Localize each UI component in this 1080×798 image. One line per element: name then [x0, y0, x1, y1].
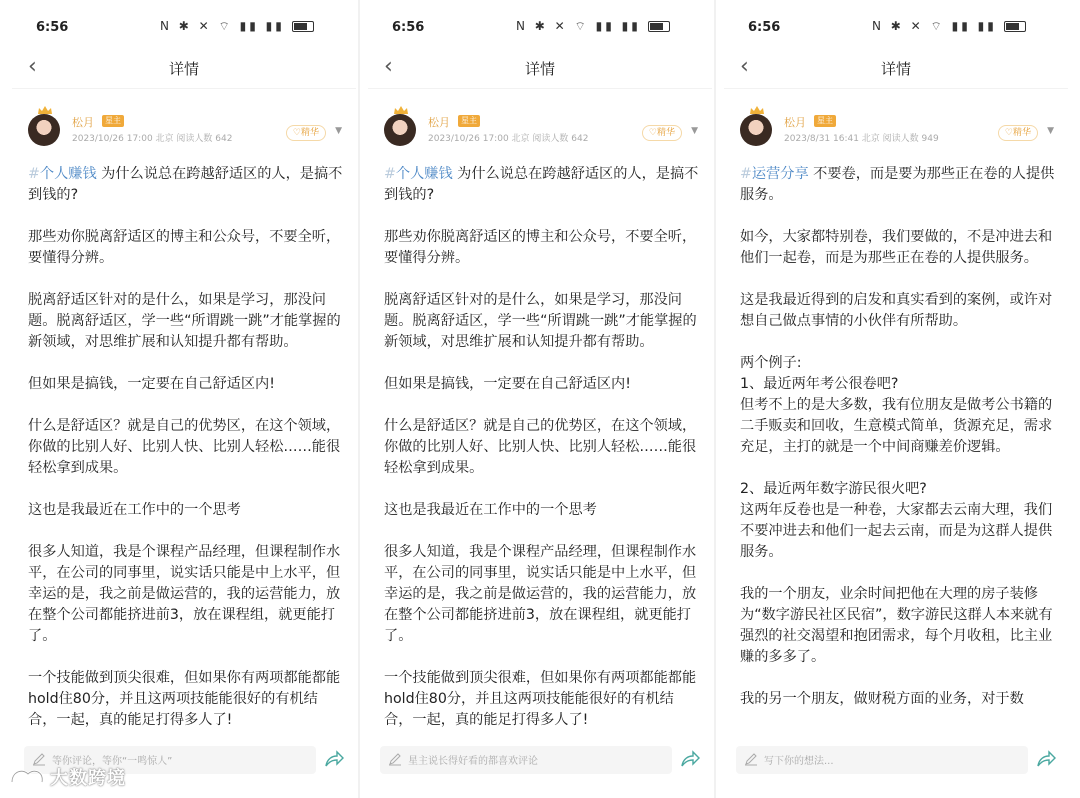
post-paragraph: 这也是我最近在工作中的一个思考: [28, 502, 241, 518]
user-name[interactable]: 松月: [784, 116, 806, 129]
header-divider: [12, 88, 356, 89]
post-paragraph: 那些劝你脱离舒适区的博主和公众号，不要全听，要懂得分辨。: [384, 229, 697, 266]
status-time: 6:56: [392, 20, 425, 35]
post-paragraph: 脱离舒适区针对的是什么，如果是学习，那没问题。脱离舒适区，学一些“所谓跳一跳”才能掌握的新领域，对思维扩展和认知提升都有帮助。: [384, 292, 697, 350]
nav-bar: [368, 52, 712, 84]
page-title: 详情: [880, 60, 911, 78]
post-paragraph: 我的另一个朋友，做财税方面的业务，对于数: [740, 691, 1024, 707]
post-paragraph: #运营分享 不要卷，而是要为那些正在卷的人提供服务。: [740, 166, 1055, 203]
status-icons: N ✱ ✕ ⌔ ▮▮ ▮▮: [516, 19, 670, 34]
comment-placeholder: 星主说长得好看的都喜欢评论: [408, 756, 538, 767]
share-icon[interactable]: [324, 750, 344, 768]
avatar[interactable]: [384, 106, 418, 146]
comment-bar: [380, 742, 700, 778]
user-name[interactable]: 松月: [72, 116, 94, 129]
post-paragraph: #个人赚钱 为什么说总在跨越舒适区的人，是搞不到钱的?: [384, 166, 699, 203]
phone-screen-1: [12, 0, 356, 798]
post-paragraph: 这是我最近得到的启发和真实看到的案例，或许对想自己做点事情的小伙伴有所帮助。: [740, 292, 1053, 329]
back-arrow-icon[interactable]: ‹: [384, 54, 393, 79]
status-icons: N ✱ ✕ ⌔ ▮▮ ▮▮: [160, 19, 314, 34]
post-body: [28, 164, 346, 740]
avatar[interactable]: [740, 106, 774, 146]
post-meta: 2023/10/26 17:00 北京 阅读人数 642: [428, 134, 589, 144]
page-title: 详情: [524, 60, 555, 78]
post-paragraph: 那些劝你脱离舒适区的博主和公众号，不要全听，要懂得分辨。: [28, 229, 341, 266]
pencil-icon: [744, 752, 758, 766]
user-badge: 星主: [102, 115, 124, 127]
share-icon[interactable]: [1036, 750, 1056, 768]
post-paragraph: 很多人知道，我是个课程产品经理，但课程制作水平，在公司的同事里，说实话只能是中上水平，但幸运的是，我之前是做运营的，我的运营能力，放在整个公司都能挤进前3，放在课程组，就更能打了。: [28, 544, 341, 644]
post-paragraph: 我的一个朋友，业余时间把他在大理的房子装修为“数字游民社区民宿”，数字游民这群人本来就有强烈的社交渴望和抱团需求，每个月收租，比主业赚的多多了。: [740, 586, 1053, 665]
user-badge: 星主: [814, 115, 836, 127]
post-meta: 2023/10/26 17:00 北京 阅读人数 642: [72, 134, 233, 144]
avatar[interactable]: [28, 106, 62, 146]
post-paragraph: 但如果是搞钱，一定要在自己舒适区内!: [384, 376, 631, 392]
featured-tag: ♡精华: [286, 125, 326, 141]
post-paragraph: 两个例子: 1、最近两年考公很卷吧? 但考不上的是大多数，我有位朋友是做考公书籍的二手贩卖和回收，生意模式简单，货源充足，需求充足，主打的就是一个中间商赚差价逻辑。: [740, 355, 1053, 455]
featured-tag: ♡精华: [998, 125, 1038, 141]
back-arrow-icon[interactable]: ‹: [28, 54, 37, 79]
status-time: 6:56: [748, 20, 781, 35]
post-paragraph: 什么是舒适区？就是自己的优势区，在这个领域，你做的比别人好、比别人快、比别人轻松……能很轻松拿到成果。: [384, 418, 697, 476]
post-paragraph: 什么是舒适区？就是自己的优势区，在这个领域，你做的比别人好、比别人快、比别人轻松……能很轻松拿到成果。: [28, 418, 341, 476]
comment-input[interactable]: [380, 746, 672, 774]
watermark-text: 大数跨境: [50, 768, 126, 789]
nav-bar: [724, 52, 1068, 84]
post-body: [384, 164, 702, 740]
user-badge: 星主: [458, 115, 480, 127]
header-divider: [368, 88, 712, 89]
user-name[interactable]: 松月: [428, 116, 450, 129]
battery-icon: [1004, 21, 1026, 32]
avatar-image: [740, 114, 772, 146]
hashtag-link[interactable]: 个人赚钱: [395, 166, 453, 182]
screen-divider: [358, 0, 360, 798]
post-paragraph: 但如果是搞钱，一定要在自己舒适区内!: [28, 376, 275, 392]
more-dropdown-icon[interactable]: ▼: [335, 126, 342, 136]
page-title: 详情: [168, 60, 199, 78]
post-paragraph: 脱离舒适区针对的是什么，如果是学习，那没问题。脱离舒适区，学一些“所谓跳一跳”才能掌握的新领域，对思维扩展和认知提升都有帮助。: [28, 292, 341, 350]
phone-screen-2: [368, 0, 712, 798]
status-bar: [368, 16, 712, 40]
more-dropdown-icon[interactable]: ▼: [1047, 126, 1054, 136]
comment-bar: [736, 742, 1056, 778]
watermark-logo-icon: [8, 764, 48, 788]
post-paragraph: #个人赚钱 为什么说总在跨越舒适区的人，是搞不到钱的?: [28, 166, 343, 203]
comment-placeholder: 等你评论，等你“一鸣惊人”: [52, 756, 173, 767]
post-meta: 2023/8/31 16:41 北京 阅读人数 949: [784, 134, 939, 144]
avatar-image: [28, 114, 60, 146]
status-bar: [12, 16, 356, 40]
battery-icon: [292, 21, 314, 32]
comment-input[interactable]: [736, 746, 1028, 774]
battery-icon: [648, 21, 670, 32]
featured-tag: ♡精华: [642, 125, 682, 141]
status-bar: [724, 16, 1068, 40]
hashtag-link[interactable]: 个人赚钱: [39, 166, 97, 182]
comment-placeholder: 写下你的想法...: [764, 756, 834, 767]
status-time: 6:56: [36, 20, 69, 35]
screen-divider: [714, 0, 716, 798]
back-arrow-icon[interactable]: ‹: [740, 54, 749, 79]
avatar-image: [384, 114, 416, 146]
post-paragraph: 很多人知道，我是个课程产品经理，但课程制作水平，在公司的同事里，说实话只能是中上水平，但幸运的是，我之前是做运营的，我的运营能力，放在整个公司都能挤进前3，放在课程组，就更能打了。: [384, 544, 697, 644]
post-body: [740, 164, 1058, 740]
post-paragraph: 一个技能做到顶尖很难，但如果你有两项都能都能hold住80分，并且这两项技能能很好的有机结合，一起，真的能足打得多人了!: [28, 670, 341, 728]
share-icon[interactable]: [680, 750, 700, 768]
post-paragraph: 这也是我最近在工作中的一个思考: [384, 502, 597, 518]
status-icons: N ✱ ✕ ⌔ ▮▮ ▮▮: [872, 19, 1026, 34]
phone-screen-3: [724, 0, 1068, 798]
watermark: [8, 760, 158, 790]
post-paragraph: 如今，大家都特别卷，我们要做的，不是冲进去和他们一起卷，而是为那些正在卷的人提供服务。: [740, 229, 1053, 266]
post-paragraph: 一个技能做到顶尖很难，但如果你有两项都能都能hold住80分，并且这两项技能能很好的有机结合，一起，真的能足打得多人了!: [384, 670, 697, 728]
post-paragraph: 2、最近两年数字游民很火吧? 这两年反卷也是一种卷，大家都去云南大理，我们不要冲进去和他们一起去云南，而是为这群人提供服务。: [740, 481, 1053, 560]
nav-bar: [12, 52, 356, 84]
header-divider: [724, 88, 1068, 89]
pencil-icon: [388, 752, 402, 766]
hashtag-link[interactable]: 运营分享: [751, 166, 809, 182]
more-dropdown-icon[interactable]: ▼: [691, 126, 698, 136]
